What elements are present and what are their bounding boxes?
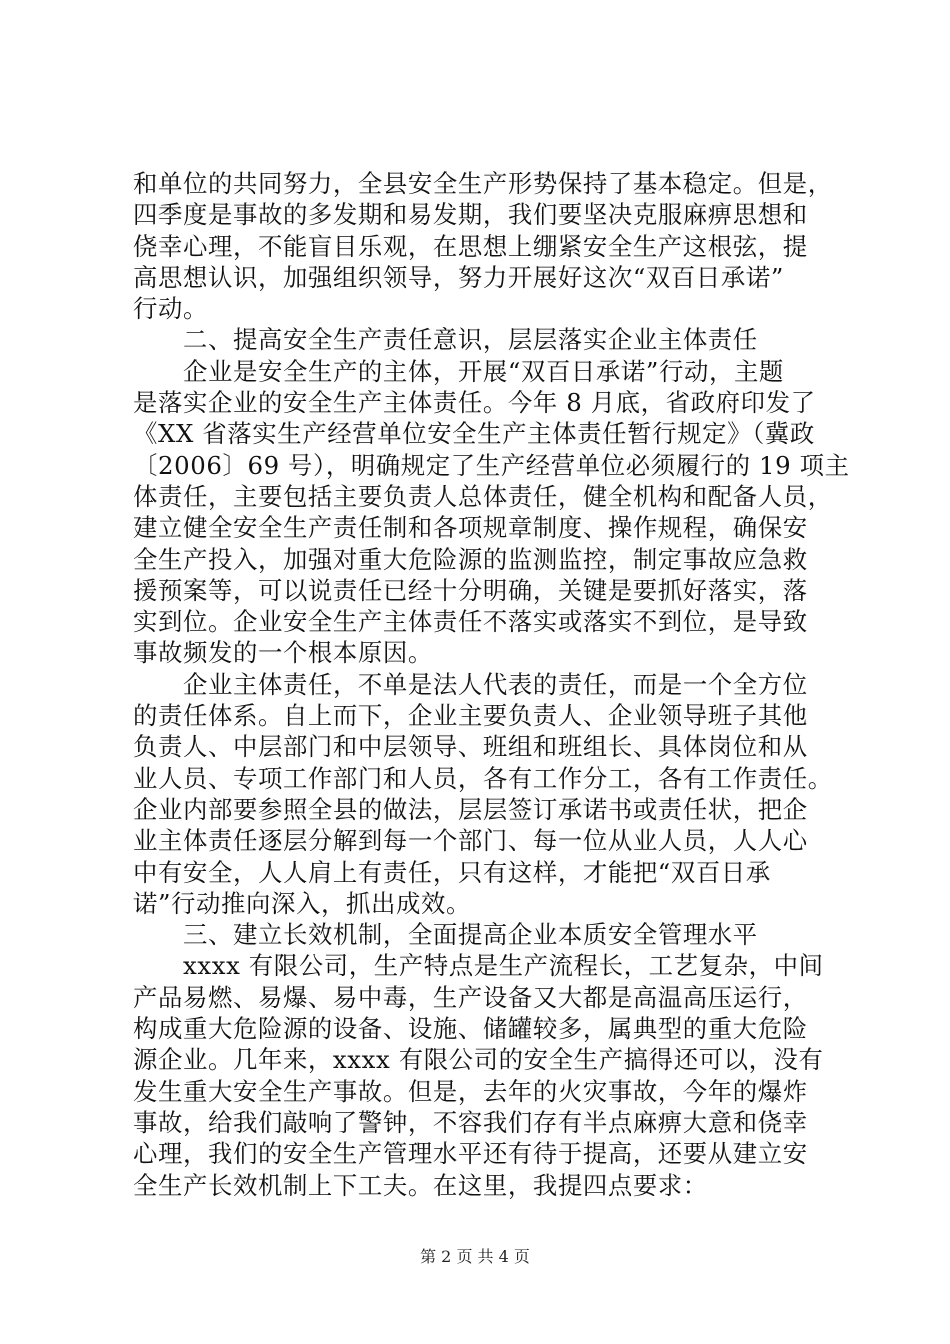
text-line: 构成重大危险源的设备、设施、储罐较多，属典型的重大危险: [133, 1014, 808, 1044]
text-line: 企业是安全生产的主体，开展“双百日承诺”行动，主题: [183, 356, 784, 386]
text-line: 业主体责任逐层分解到每一个部门、每一位从业人员，人人心: [133, 826, 808, 856]
text-line: 业人员、专项工作部门和人员，各有工作分工，各有工作责任。: [133, 763, 833, 793]
page-footer: 第 2 页 共 4 页: [420, 1247, 530, 1266]
text-line: 全生产长效机制上下工夫。在这里，我提四点要求：: [133, 1170, 708, 1200]
text-line: 行动。: [133, 294, 208, 324]
text-line: 高思想认识，加强组织领导，努力开展好这次“双百日承诺”: [133, 262, 784, 292]
text-line: 产品易燃、易爆、易中毒，生产设备又大都是高温高压运行，: [133, 982, 808, 1012]
text-line: 三、建立长效机制，全面提高企业本质安全管理水平: [183, 920, 758, 950]
text-line: 二、提高安全生产责任意识，层层落实企业主体责任: [183, 325, 758, 355]
text-line: 的责任体系。自上而下，企业主要负责人、企业领导班子其他: [133, 701, 808, 731]
document-body: [133, 168, 850, 1201]
text-line: 中有安全，人人肩上有责任，只有这样，才能把“双百日承: [133, 857, 771, 887]
text-line: 侥幸心理，不能盲目乐观，在思想上绷紧安全生产这根弦，提: [133, 231, 808, 261]
text-line: xxxx 有限公司，生产特点是生产流程长，工艺复杂，中间: [183, 951, 824, 981]
text-line: 《XX 省落实生产经营单位安全生产主体责任暂行规定》（冀政: [133, 419, 815, 449]
text-line: 诺”行动推向深入，抓出成效。: [133, 888, 471, 918]
text-line: 事故，给我们敲响了警钟，不容我们存有半点麻痹大意和侥幸: [133, 1107, 808, 1137]
text-line: 发生重大安全生产事故。但是，去年的火灾事故，今年的爆炸: [133, 1076, 808, 1106]
text-line: 〔2006〕69 号），明确规定了生产经营单位必须履行的 19 项主: [133, 450, 850, 480]
text-line: 四季度是事故的多发期和易发期，我们要坚决克服麻痹思想和: [133, 200, 808, 230]
text-line: 事故频发的一个根本原因。: [133, 638, 433, 668]
text-line: 全生产投入，加强对重大危险源的监测监控，制定事故应急救: [133, 544, 808, 574]
text-line: 企业内部要参照全县的做法，层层签订承诺书或责任状，把企: [133, 794, 808, 824]
text-line: 是落实企业的安全生产主体责任。今年 8 月底，省政府印发了: [133, 388, 816, 418]
text-line: 企业主体责任，不单是法人代表的责任，而是一个全方位: [183, 669, 808, 699]
text-line: 心理，我们的安全生产管理水平还有待于提高，还要从建立安: [133, 1139, 808, 1169]
text-line: 源企业。几年来，xxxx 有限公司的安全生产搞得还可以，没有: [133, 1045, 824, 1075]
text-line: 实到位。企业安全生产主体责任不落实或落实不到位，是导致: [133, 607, 808, 637]
text-line: 体责任，主要包括主要负责人总体责任，健全机构和配备人员，: [133, 481, 833, 511]
text-line: 负责人、中层部门和中层领导、班组和班组长、具体岗位和从: [133, 732, 808, 762]
text-line: 建立健全安全生产责任制和各项规章制度、操作规程，确保安: [133, 513, 808, 543]
text-line: 援预案等，可以说责任已经十分明确，关键是要抓好落实，落: [133, 575, 808, 605]
text-line: 和单位的共同努力，全县安全生产形势保持了基本稳定。但是，: [133, 169, 833, 198]
